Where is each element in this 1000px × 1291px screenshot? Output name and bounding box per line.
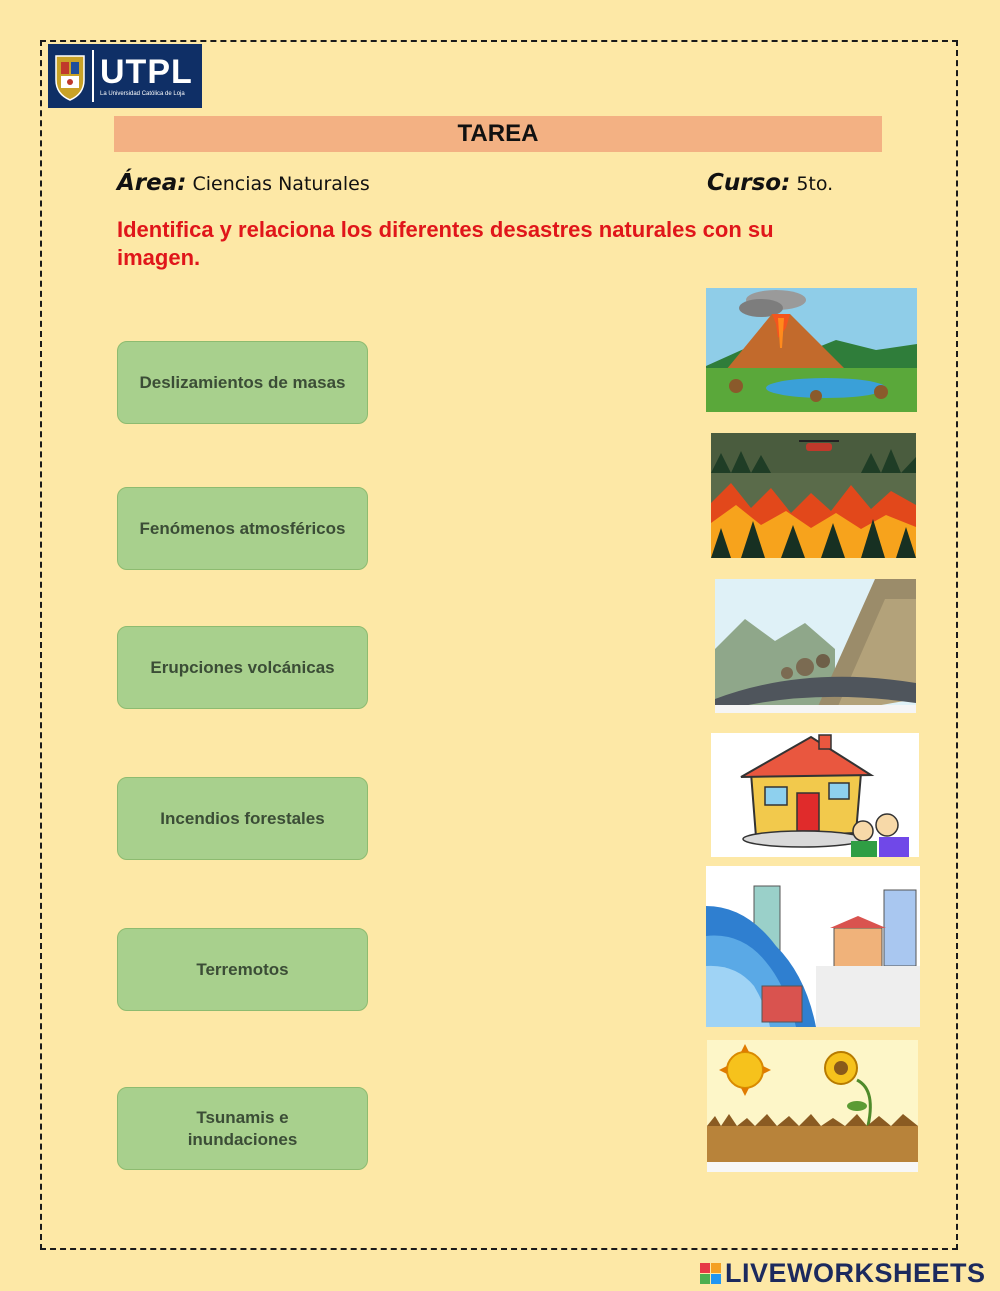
logo-square-orange [711,1263,721,1273]
area-label: Área: [117,170,187,196]
option-incendios[interactable]: Incendios forestales [117,777,368,860]
tsunami-image[interactable] [706,866,920,1027]
logo-square-green [700,1274,710,1284]
logo-separator [92,50,94,102]
area-field [117,170,370,196]
university-shield-icon [52,50,88,102]
option-erupciones[interactable]: Erupciones volcánicas [117,626,368,709]
logo-name: UTPL [100,53,193,91]
page-title: TAREA [114,116,882,152]
landslide-image[interactable] [715,579,916,713]
option-deslizamientos[interactable]: Deslizamientos de masas [117,341,368,424]
curso-label: Curso: [707,170,791,196]
utpl-logo [48,44,202,108]
option-terremotos[interactable]: Terremotos [117,928,368,1011]
option-fenomenos[interactable]: Fenómenos atmosféricos [117,487,368,570]
forest-fire-image[interactable] [711,433,916,558]
option-tsunamis[interactable]: Tsunamis e inundaciones [117,1087,368,1170]
area-value: Ciencias Naturales [192,173,370,195]
instruction-text: Identifica y relaciona los diferentes desastres naturales con su imagen. [117,217,774,270]
liveworksheets-brand: LIVEWORKSHEETS [725,1258,986,1288]
drought-image[interactable] [707,1040,918,1172]
logo-square-red [700,1263,710,1273]
liveworksheets-logo [700,1258,986,1289]
liveworksheets-squares-icon [700,1263,721,1284]
volcano-eruption-image[interactable] [706,288,917,412]
curso-field [707,170,833,196]
logo-tagline: La Universidad Católica de Loja [100,91,185,97]
earthquake-image[interactable] [711,733,919,857]
logo-square-blue [711,1274,721,1284]
curso-value: 5to. [796,173,834,195]
